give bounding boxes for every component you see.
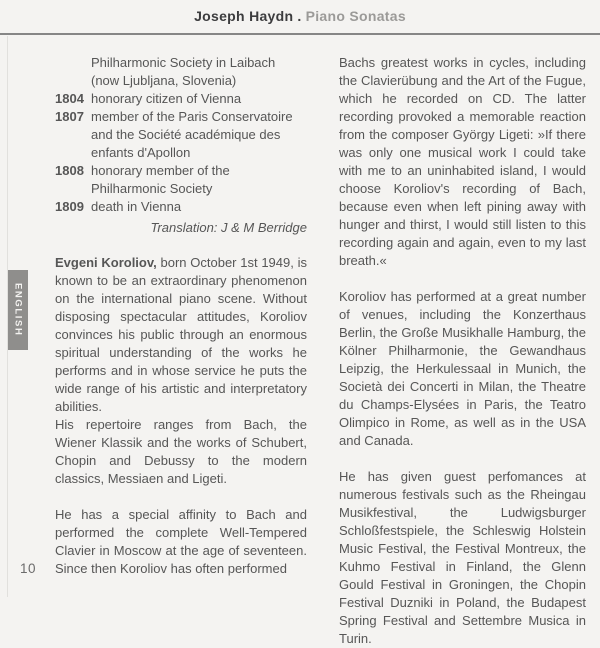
bach-affinity-paragraph: He has a special affinity to Bach and performed the complete Well-Tempered Clavier in Moscow at the age of seventeen. Since then Koroliov has often performed [55,507,307,576]
bio-paragraph [55,254,307,416]
chronology-row [55,198,307,216]
header-composer: Joseph Haydn [194,8,294,24]
language-tab-label: ENGLISH [12,283,24,337]
chronology-event: Philharmonic Society in Laibach (now Ljubljana, Slovenia) [91,55,276,88]
artist-name: Evgeni Koroliov, [55,255,157,270]
chronology-year: 1808 [55,163,84,178]
left-column [55,54,307,578]
header-separator: . [297,8,302,24]
page-header [0,8,600,24]
chronology-event: member of the Paris Conservatoire and the Société académique des enfants d'Apollon [91,109,293,160]
header-work: Piano Sonatas [305,8,406,24]
header-divider [0,33,600,35]
language-tab-english [8,270,28,350]
chronology-row [55,54,307,90]
chronology-year: 1809 [55,199,84,214]
chronology-event: honorary citizen of Vienna [91,91,242,106]
bach-cycles-paragraph: Bachs greatest works in cycles, including the Clavierübung and the Art of the Fugue, which he recorded on CD. The latter recording provoked a memorable reaction from the composer György Ligeti: »If there was only one musical work I could take with me to an uninhabited island, I would choose Koroliov's recording of Bach, because even when left pining away with hunger and thirst, I would still listen to this recording again and again, even to my last breath.« [339,55,586,268]
chronology-row [55,108,307,162]
bio-text: born October 1st 1949, is known to be an extraordinary phenomenon on the international piano scene. Without disposing spectacular attitudes, Koroliov convinces his public through an enormous spiritual understanding of the works he performs and in whose service he puts the wide range of his artistic and interpretatory abilities. [55,255,307,414]
chronology-event: honorary member of the Philharmonic Society [91,163,230,196]
chronology-year: 1807 [55,109,84,124]
chronology-row [55,162,307,198]
right-column [339,54,586,648]
translation-credit: Translation: J & M Berridge [150,220,307,235]
festivals-paragraph: He has given guest perfomances at numerous festivals such as the Rheingau Musikfestival, the Ludwigsburger Schloßfestspiele, the Schleswig Holstein Music Festival, the Festival Montreux, the Kuhmo Festival in Finland, the Glenn Gould Festival in Groningen, the Chopin Festival Duzniki in Poland, the Budapest Spring Festival and Settembre Musica in Turin. [339,469,586,646]
repertoire-paragraph: His repertoire ranges from Bach, the Wiener Klassik and the works of Schubert, Chopin and Debussy to the modern classics, Messiaen and Ligeti. [55,417,307,486]
chronology-event: death in Vienna [91,199,182,214]
chronology-list [55,54,307,216]
venues-paragraph: Koroliov has performed at a great number of venues, including the Konzerthaus Berlin, the Große Musikhalle Hamburg, the Kölner Philharmonie, the Gewandhaus Leipzig, the Herkulessaal in Munich, the Società dei Concerti in Milan, the Theatre du Champs-Elysées in Paris, the Teatro Olimpico in Rome, as well as in the USA and Canada. [339,289,586,448]
chronology-row [55,90,307,108]
page-number: 10 [20,561,37,576]
chronology-year: 1804 [55,91,84,106]
chronology-year [55,54,91,90]
